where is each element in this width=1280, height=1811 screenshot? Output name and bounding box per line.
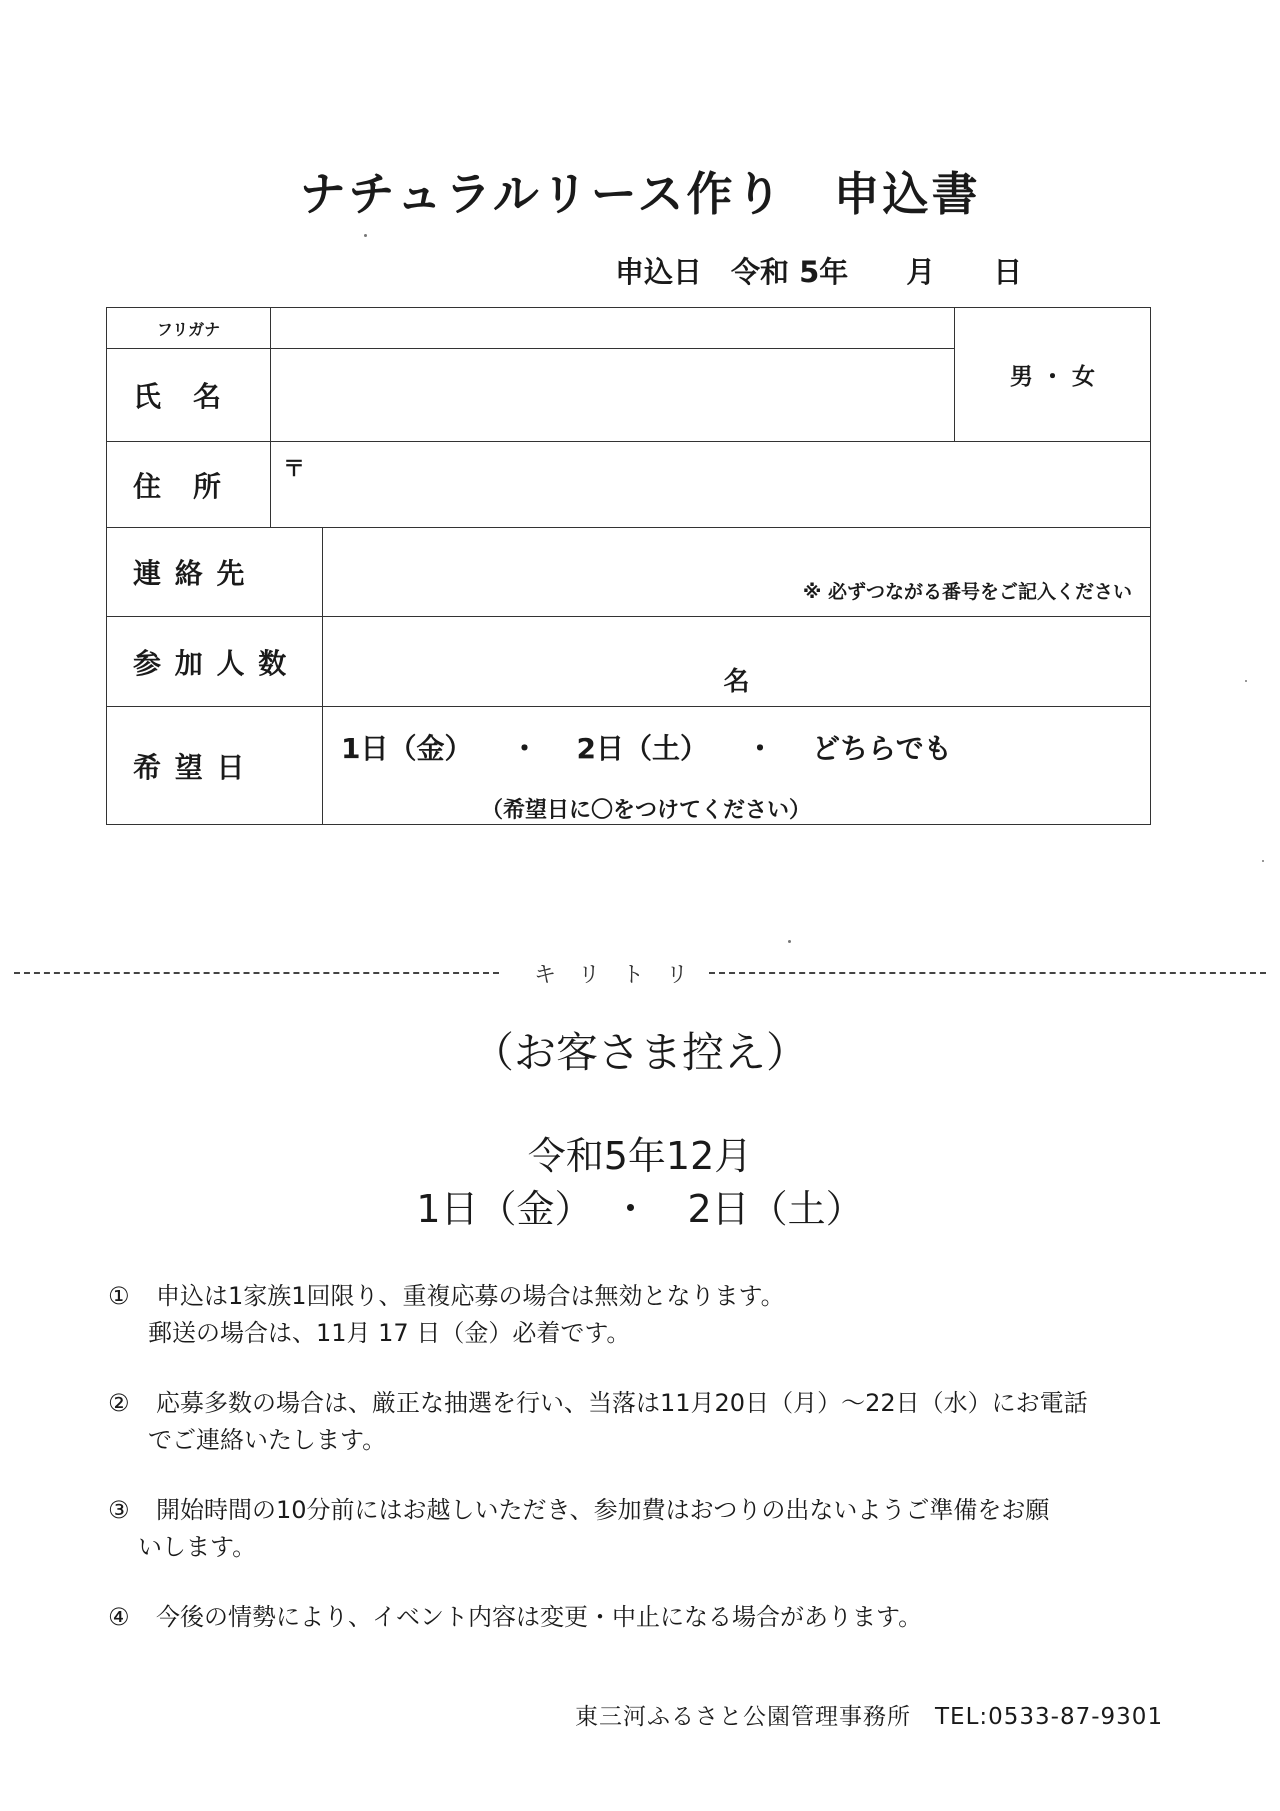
date-choices — [341, 727, 1150, 767]
postal-mark: 〒 — [283, 457, 306, 482]
date-option-1[interactable]: 1日（金） — [341, 732, 473, 765]
date-option-2[interactable]: 2日（土） — [576, 732, 708, 765]
cut-line-dash-left — [14, 972, 499, 974]
name-label: 氏 名 — [107, 349, 271, 442]
note-item — [108, 1492, 1188, 1566]
event-date-month: 令和5年12月 — [527, 1134, 753, 1178]
note-item — [108, 1278, 1188, 1352]
note-number: ④ — [108, 1603, 130, 1631]
contact-label: 連 絡 先 — [107, 528, 323, 617]
scan-speck — [788, 940, 791, 943]
note-number: ③ — [108, 1496, 130, 1524]
cut-line-dash-right — [709, 972, 1266, 974]
participants-label: 参 加 人 数 — [107, 617, 323, 707]
contact-note: ※ 必ずつながる番号をご記入ください — [802, 581, 1132, 603]
furigana-label: フリガナ — [107, 308, 271, 349]
note-text-continued: いします。 — [138, 1533, 257, 1561]
participants-field[interactable] — [323, 617, 1151, 707]
note-text-continued: でご連絡いたします。 — [148, 1426, 387, 1454]
note-item — [108, 1385, 1188, 1459]
preferred-date-field — [323, 707, 1151, 825]
office-contact-footer: 東三河ふるさと公園管理事務所 TEL:0533-87-9301 — [575, 1704, 1164, 1730]
notes-list — [108, 1278, 1188, 1669]
cut-line-label: キリトリ — [534, 963, 711, 988]
participants-unit: 名 — [723, 667, 750, 697]
application-date: 申込日 令和 5年 月 日 — [615, 255, 1023, 289]
note-text: 今後の情勢により、イベント内容は変更・中止になる場合があります。 — [156, 1603, 923, 1631]
date-option-3[interactable]: どちらでも — [812, 732, 952, 765]
preferred-date-label: 希 望 日 — [107, 707, 323, 825]
note-text: 応募多数の場合は、厳正な抽選を行い、当落は11月20日（月）～22日（水）にお電話 — [156, 1389, 1088, 1417]
date-note: （希望日に〇をつけてください） — [481, 798, 812, 823]
contact-field[interactable] — [323, 528, 1151, 617]
note-text: 申込は1家族1回限り、重複応募の場合は無効となります。 — [156, 1282, 785, 1310]
note-number: ② — [108, 1389, 130, 1417]
date-separator: ・ — [745, 732, 774, 765]
note-number: ① — [108, 1282, 130, 1310]
note-item — [108, 1599, 1188, 1636]
event-date-days: 1日（金） ・ 2日（土） — [416, 1187, 864, 1231]
note-text: 開始時間の10分前にはお越しいただき、参加費はおつりの出ないようご準備をお願 — [156, 1496, 1050, 1524]
scan-speck — [1245, 680, 1247, 682]
note-text-continued: 郵送の場合は、11月 17 日（金）必着です。 — [148, 1319, 631, 1347]
scan-speck — [1262, 860, 1264, 862]
application-form-table — [106, 307, 1151, 825]
customer-copy-title: （お客さま控え） — [471, 1028, 808, 1077]
scan-speck — [364, 234, 367, 237]
name-field[interactable] — [271, 349, 955, 442]
furigana-field[interactable] — [271, 308, 955, 349]
date-separator: ・ — [510, 732, 539, 765]
address-label: 住 所 — [107, 442, 271, 528]
address-field[interactable] — [271, 442, 1151, 528]
form-title: ナチュラルリース作り 申込書 — [299, 167, 981, 221]
gender-select[interactable]: 男 ・ 女 — [955, 308, 1151, 442]
cut-line — [14, 958, 1266, 988]
